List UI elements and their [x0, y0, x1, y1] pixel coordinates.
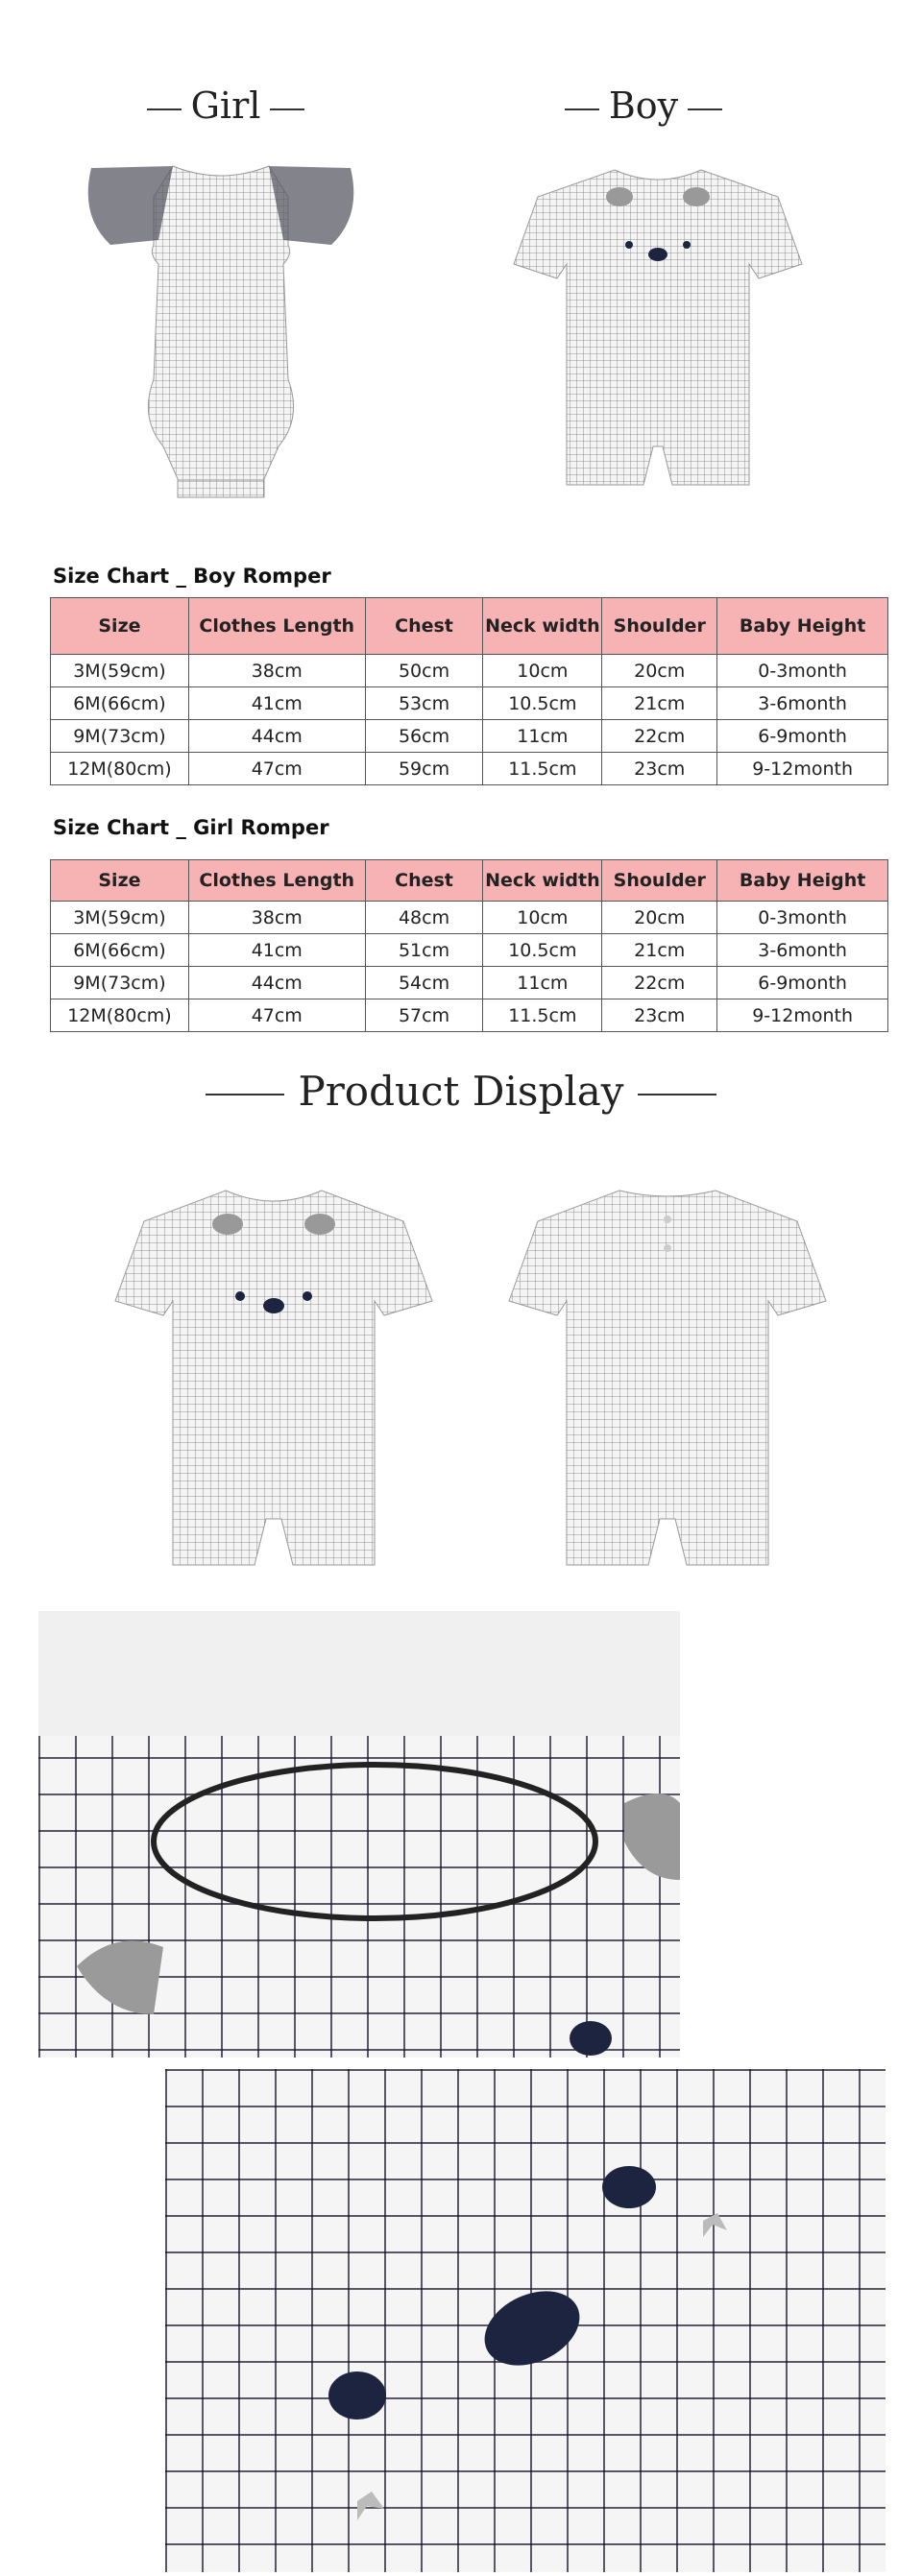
table-cell: 11cm [483, 720, 602, 753]
table-row [51, 934, 888, 967]
table-cell: 50cm [365, 655, 483, 687]
column-header: Neck width [483, 860, 602, 902]
table-cell: 12M(80cm) [51, 999, 189, 1032]
table-cell: 47cm [188, 753, 365, 785]
table-cell: 51cm [365, 934, 483, 967]
table-cell: 3-6month [717, 687, 888, 720]
girl-size-table [50, 859, 888, 1032]
boy-variant-label: Boy [499, 84, 788, 127]
table-cell: 22cm [602, 720, 717, 753]
romper-front-image [110, 1181, 437, 1570]
table-cell: 20cm [602, 902, 717, 934]
table-cell: 3M(59cm) [51, 655, 189, 687]
column-header: Chest [365, 860, 483, 902]
column-header: Baby Height [717, 860, 888, 902]
boy-chart-title: Size Chart _ Boy Romper [53, 565, 331, 588]
table-cell: 10.5cm [483, 934, 602, 967]
table-cell: 0-3month [717, 655, 888, 687]
table-cell: 6M(66cm) [51, 934, 189, 967]
table-row [51, 655, 888, 687]
boy-size-table [50, 597, 888, 785]
table-cell: 10cm [483, 655, 602, 687]
neckline-closeup-image [38, 1611, 680, 2058]
table-cell: 11.5cm [483, 753, 602, 785]
table-cell: 23cm [602, 999, 717, 1032]
face-embroidery-closeup-image [165, 2069, 886, 2572]
product-display-title: Product Display [0, 1068, 922, 1115]
table-cell: 9-12month [717, 753, 888, 785]
table-cell: 41cm [188, 934, 365, 967]
column-header: Clothes Length [188, 598, 365, 655]
table-cell: 20cm [602, 655, 717, 687]
column-header: Chest [365, 598, 483, 655]
table-cell: 44cm [188, 967, 365, 999]
table-row [51, 902, 888, 934]
table-cell: 38cm [188, 902, 365, 934]
girl-chart-title: Size Chart _ Girl Romper [53, 816, 329, 839]
table-cell: 0-3month [717, 902, 888, 934]
table-cell: 23cm [602, 753, 717, 785]
table-cell: 10cm [483, 902, 602, 934]
column-header: Size [51, 598, 189, 655]
table-cell: 21cm [602, 934, 717, 967]
table-cell: 56cm [365, 720, 483, 753]
column-header: Shoulder [602, 598, 717, 655]
table-cell: 9M(73cm) [51, 720, 189, 753]
table-cell: 6-9month [717, 967, 888, 999]
table-cell: 47cm [188, 999, 365, 1032]
table-cell: 3-6month [717, 934, 888, 967]
table-cell: 11cm [483, 967, 602, 999]
girl-variant-label: Girl [82, 84, 370, 127]
table-cell: 57cm [365, 999, 483, 1032]
table-row [51, 720, 888, 753]
column-header: Neck width [483, 598, 602, 655]
column-header: Shoulder [602, 860, 717, 902]
table-cell: 22cm [602, 967, 717, 999]
table-cell: 54cm [365, 967, 483, 999]
table-cell: 48cm [365, 902, 483, 934]
column-header: Baby Height [717, 598, 888, 655]
romper-back-image [504, 1181, 831, 1570]
table-row [51, 967, 888, 999]
table-header-row [51, 860, 888, 902]
table-cell: 9M(73cm) [51, 967, 189, 999]
table-cell: 10.5cm [483, 687, 602, 720]
table-row [51, 999, 888, 1032]
table-cell: 12M(80cm) [51, 753, 189, 785]
column-header: Size [51, 860, 189, 902]
table-cell: 21cm [602, 687, 717, 720]
table-cell: 59cm [365, 753, 483, 785]
column-header: Clothes Length [188, 860, 365, 902]
boy-romper-image [509, 158, 807, 490]
table-cell: 3M(59cm) [51, 902, 189, 934]
table-cell: 53cm [365, 687, 483, 720]
table-row [51, 753, 888, 785]
table-cell: 6-9month [717, 720, 888, 753]
table-header-row [51, 598, 888, 655]
table-cell: 11.5cm [483, 999, 602, 1032]
table-cell: 44cm [188, 720, 365, 753]
table-row [51, 687, 888, 720]
table-cell: 6M(66cm) [51, 687, 189, 720]
table-cell: 9-12month [717, 999, 888, 1032]
girl-romper-image [82, 158, 360, 509]
table-cell: 38cm [188, 655, 365, 687]
table-cell: 41cm [188, 687, 365, 720]
